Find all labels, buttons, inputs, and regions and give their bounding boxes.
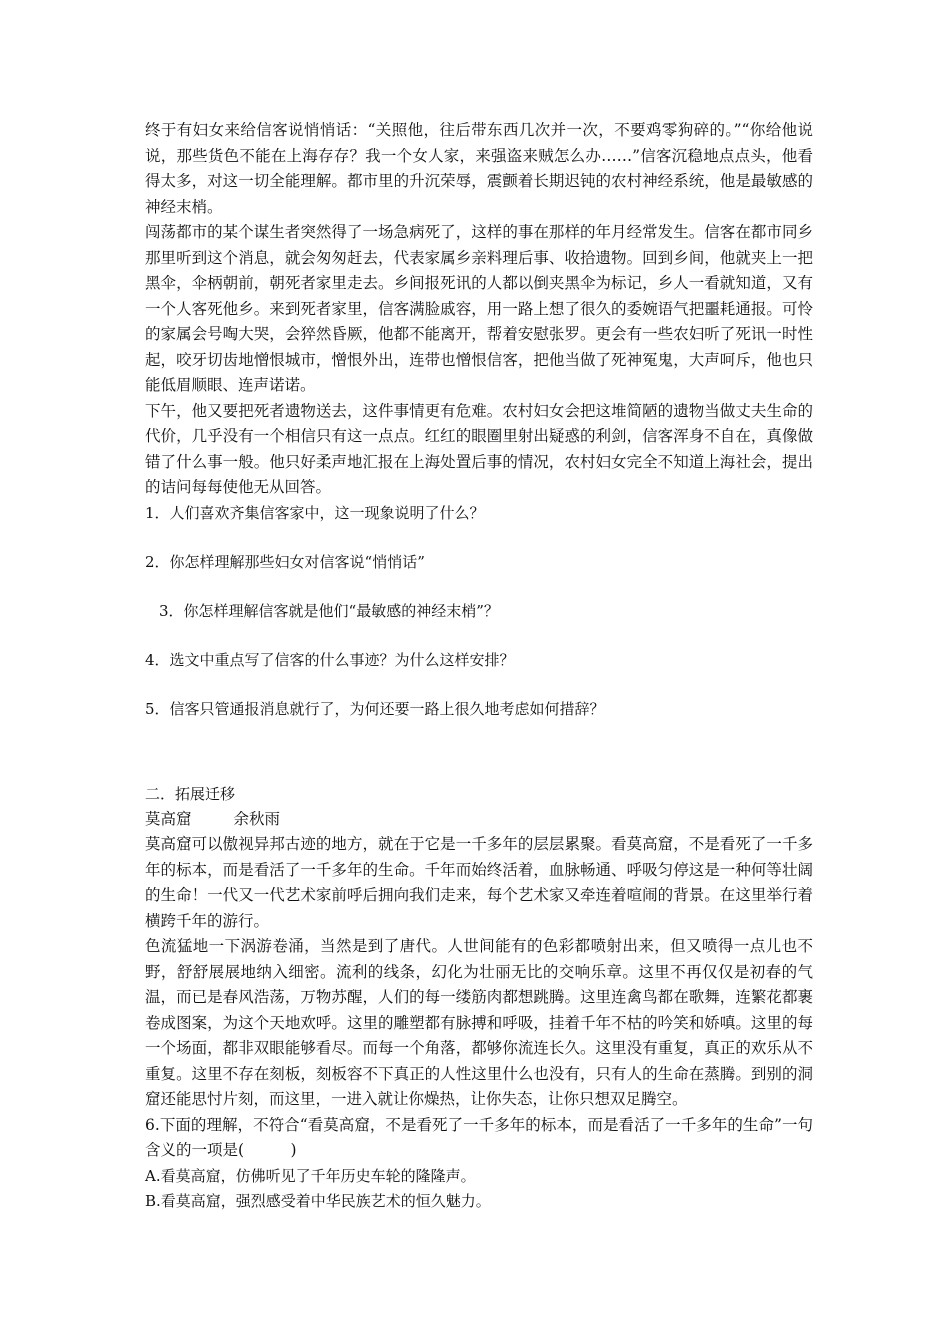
article-title-line: [145, 807, 813, 833]
section-heading: 二．拓展迁移: [145, 784, 236, 803]
question-2: 2．你怎样理解那些妇女对信客说“悄悄话”: [145, 552, 425, 571]
question-6: 6.下面的理解，不符合“看莫高窟，不是看死了一千多年的标本，而是看活了一千多年的生命”一句含义的一项是( ): [145, 1115, 813, 1159]
question-4: 4．选文中重点写了信客的什么事迹？为什么这样安排？: [145, 650, 515, 669]
document-page: [145, 118, 813, 1214]
option-b: B.看莫高窟，强烈感受着中华民族艺术的恒久魅力。: [145, 1191, 491, 1210]
article-author: 余秋雨: [233, 809, 281, 828]
article-paragraph: 莫高窟可以傲视异邦古迹的地方，就在于它是一千多年的层层累聚。看莫高窟，不是看死了一千多年的标本，而是看活了一千多年的生命。千年而始终活着，血脉畅通、呼吸匀停这是一种何等壮阔的生命！一代又一代艺术家前呼后拥向我们走来，每个艺术家又牵连着喧闹的背景。在这里举行着横跨千年的游行。: [145, 835, 813, 930]
option-a: A.看莫高窟，仿佛听见了千年历史车轮的隆隆声。: [145, 1166, 476, 1185]
question-3: 3．你怎样理解信客就是他们“最敏感的神经末梢”？: [159, 601, 499, 620]
passage-paragraph: 下午，他又要把死者遗物送去，这件事情更有危难。农村妇女会把这堆简陋的遗物当做丈夫生命的代价，几乎没有一个相信只有这一点点。红红的眼圈里射出疑惑的利剑，信客浑身不自在，真像做错了什么事一般。他只好柔声地汇报在上海处置后事的情况，农村妇女完全不知道上海社会，提出的诘问每每使他无从回答。: [145, 401, 813, 496]
passage-paragraph: 闯荡都市的某个谋生者突然得了一场急病死了，这样的事在那样的年月经常发生。信客在都市同乡那里听到这个消息，就会匆匆赶去，代表家属乡亲料理后事、收拾遗物。回到乡间，他就夹上一把黑伞，伞柄朝前，朝死者家里走去。乡间报死讯的人都以倒夹黑伞为标记，乡人一看就知道，又有一个人客死他乡。来到死者家里，信客满脸戚容，用一路上想了很久的委婉语气把噩耗通报。可怜的家属会号啕大哭，会猝然昏厥，他都不能离开，帮着安慰张罗。更会有一些农妇听了死讯一时性起，咬牙切齿地憎恨城市，憎恨外出，连带也憎恨信客，把他当做了死神冤鬼，大声呵斥，他也只能低眉顺眼、连声诺诺。: [145, 223, 813, 394]
passage-paragraph: 终于有妇女来给信客说悄悄话：“关照他，往后带东西几次并一次，不要鸡零狗碎的。”“你给他说说，那些货色不能在上海存存？我一个女人家，来强盗来贼怎么办……”信客沉稳地点点头，他看得太多，对这一切全能理解。都市里的升沉荣辱，震颤着长期迟钝的农村神经系统，他是最敏感的神经末梢。: [145, 121, 813, 216]
question-1: 1．人们喜欢齐集信客家中，这一现象说明了什么？: [145, 503, 485, 522]
article-title: 莫高窟: [145, 809, 192, 828]
question-5: 5．信客只管通报消息就行了，为何还要一路上很久地考虑如何措辞？: [145, 699, 605, 718]
article-paragraph: 色流猛地一下涡游卷涌，当然是到了唐代。人世间能有的色彩都喷射出来，但又喷得一点儿也不野，舒舒展展地纳入细密。流利的线条，幻化为壮丽无比的交响乐章。这里不再仅仅是初春的气温，而已是春风浩荡，万物苏醒，人们的每一缕筋肉都想跳腾。这里连禽鸟都在歌舞，连繁花都裹卷成图案，为这个天地欢呼。这里的雕塑都有脉搏和呼吸，挂着千年不枯的吟笑和娇嗔。这里的每一个场面，都非双眼能够看尽。而每一个角落，都够你流连长久。这里没有重复，真正的欢乐从不重复。这里不存在刻板，刻板容不下真正的人性这里什么也没有，只有人的生命在蒸腾。到别的洞窟还能思忖片刻，而这里，一进入就让你燥热，让你失态，让你只想双足腾空。: [145, 937, 813, 1108]
